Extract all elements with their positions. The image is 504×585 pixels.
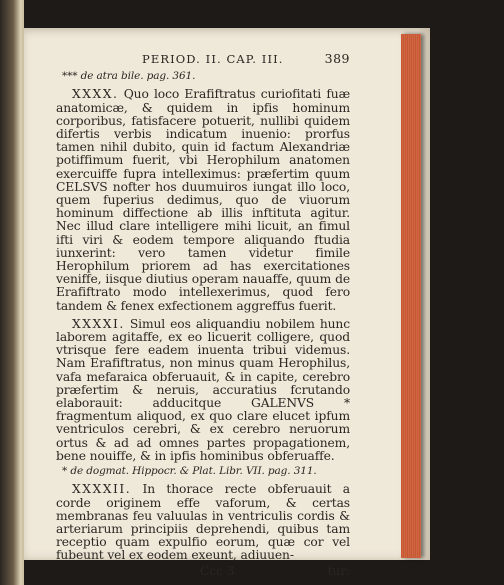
section-41 <box>56 318 350 463</box>
section-42 <box>56 483 350 562</box>
section-number: XXXXI. <box>72 316 125 331</box>
page-number: 389 <box>324 51 350 66</box>
section-text: Simul eos aliquandiu nobilem hunc laborem agitaffe, ex eo licuerit colligere, quod vtrisque fere eadem inuenta tribui videmus. Nam Erafiftratus, non minus quam Herophilus, vafa mefaraica obferuauit, & in capite, cerebro præfertim & neruis, accuratius fcrutando elaborauit: adducitque GALENVS * fragmentum aliquod, ex quo clare elucet ipfum ventriculos cerebri, & ex cerebro neruorum ortus & ad ad omnes partes propagationem, bene nouiffe, & in ipfis hominibus obferuaffe. <box>56 316 350 463</box>
adjacent-page-edge <box>0 0 24 585</box>
section-text: In thorace recte obferuauit a corde originem effe vaforum, & certas membranas feu valuulas in ventriculis cordis & arteriarum principiis deprehendi, quibus tam receptio quam expulfio eorum, quæ cor vel fubeunt vel ex eodem exeunt, adiuuen- <box>56 482 350 563</box>
red-page-edge <box>401 34 421 558</box>
page-footer <box>56 565 350 578</box>
page-text-block <box>56 52 350 578</box>
section-footnote: * de dogmat. Hippocr. & Plat. Libr. VII. pag. 311. <box>62 465 317 478</box>
section-number: XXXX. <box>72 87 119 102</box>
running-head-title: PERIOD. II. CAP. III. <box>142 52 284 66</box>
section-text: Quo loco Erafiftratus curiofitati fuæ anatomicæ, & quidem in ipfis hominum corporibus, fatisfacere potuerit, nullibi quidem difertis verbis indicatum inuenio: prorfus tamen nihil dubito, quin id factum Alexandriæ potiffimum fuerit, vbi Herophilum anatomen exercuiffe fupra intelleximus: præfertim quum CELSVS nofter hos duumuiros iungat illo loco, quem fuperius dedimus, quo de viuorum hominum diffectione ab illis inftituta agitur. Nec illud clare intelligere mihi licuit, an fimul ifti viri & eodem tempore aliquando ftudia iunxerint: vero tamen videtur fimile Herophilum priorem ad has exercitationes veniffe, iisque diutius operam nauaffe, quum de Erafiftrato modo intellexerimus, quod fero tandem & fenex exfectionem aggreffus fuerit. <box>56 87 351 313</box>
running-head <box>56 52 350 66</box>
signature-mark: Ccc 3 <box>200 563 235 578</box>
catchword: tur: <box>327 563 350 578</box>
section-40 <box>56 88 350 312</box>
section-number: XXXXII. <box>72 482 132 497</box>
top-footnote: *** de atra bile. pag. 361. <box>62 70 196 83</box>
